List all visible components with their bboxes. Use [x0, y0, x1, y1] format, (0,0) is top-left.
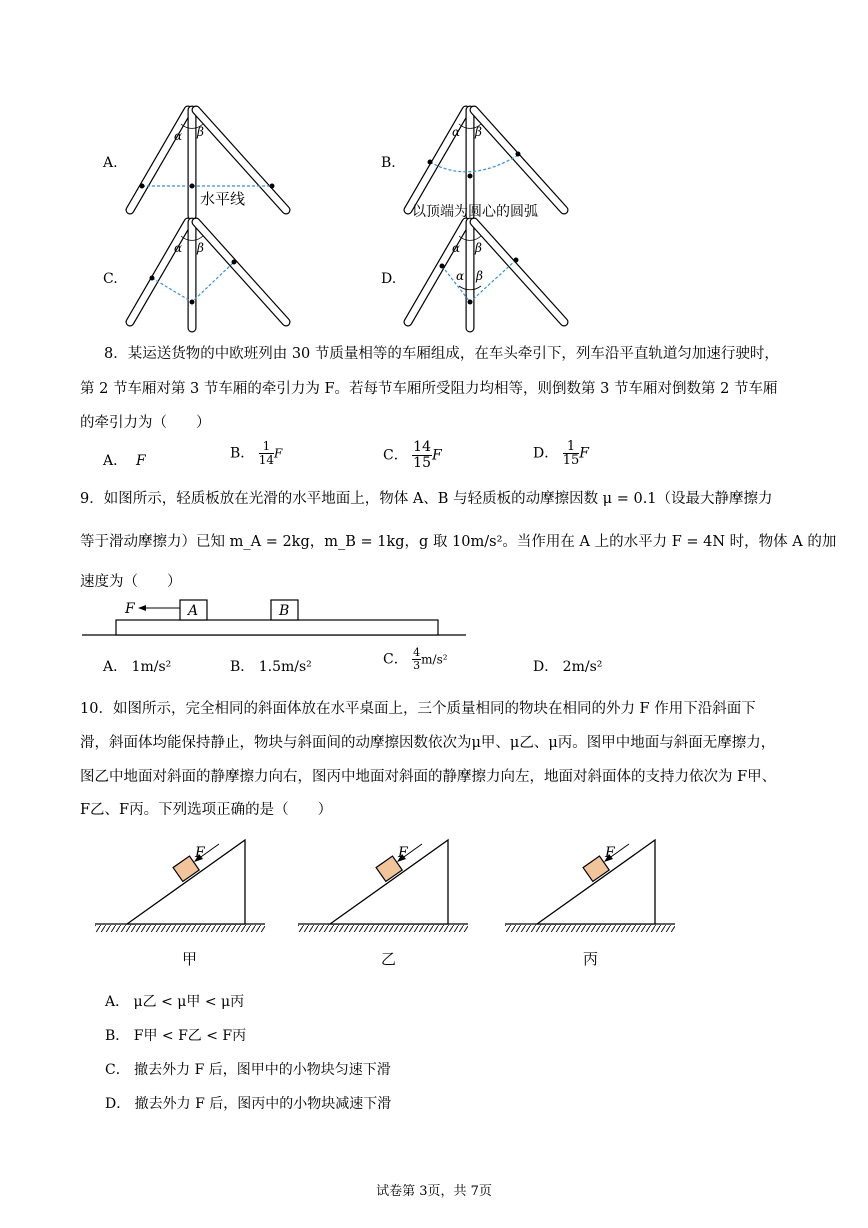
q10-option-c: C． 撤去外力 F 后，图甲中的小物块匀速下滑	[105, 1062, 391, 1078]
q8-option-a: A． F	[103, 453, 146, 469]
q8-option-d: D． $\frac{1}{15}$ F	[533, 439, 589, 468]
svg-text:α: α	[452, 125, 461, 139]
svg-text:α: α	[174, 241, 183, 255]
q9-option-b: B． 1.5m/s²	[230, 659, 312, 675]
q9-option-d: D． 2m/s²	[533, 659, 603, 675]
force-label: F	[125, 601, 135, 617]
q10-line1: 10．如图所示，完全相同的斜面体放在水平桌面上，三个质量相同的物块在相同的外力 F 作用下沿斜面下	[80, 701, 756, 717]
q7-option-c-letter: C.	[103, 271, 118, 287]
q10-option-b: B． F甲 < F乙 < F丙	[105, 1028, 247, 1044]
q10-line2: 滑，斜面体均能保持静止，物块与斜面间的动摩擦因数依次为μ甲、μ乙、μ丙。图甲中地面与斜面无摩擦力，	[80, 735, 776, 751]
q9-line3: 速度为（ ）	[80, 574, 182, 590]
block-a-label: A	[188, 603, 199, 619]
q10-line4: F乙、F丙。下列选项正确的是（ ）	[80, 802, 333, 818]
q7-figure-c	[130, 222, 286, 328]
q8-option-b: B． $\frac{1}{14}$ F	[230, 439, 283, 467]
q7-figures	[0, 0, 868, 340]
q10-figure-bing	[505, 840, 675, 932]
q10-option-d: D． 撤去外力 F 后，图丙中的小物块减速下滑	[105, 1096, 392, 1112]
q8-line3: 的牵引力为（ ）	[80, 415, 211, 431]
q10-figures	[0, 830, 868, 970]
svg-text:α: α	[456, 269, 465, 283]
board	[116, 620, 438, 635]
page-footer: 试卷第 3页，共 7页	[376, 1184, 492, 1199]
q9-line2: 等于滑动摩擦力）已知 m_A = 2kg，m_B = 1kg，g 取 10m/s²。当作用在 A 上的水平力 F = 4N 时，物体 A 的加	[80, 534, 837, 550]
q9-option-a: A． 1m/s²	[103, 659, 172, 675]
svg-text:β: β	[475, 125, 482, 139]
fig-label-jia: 甲	[182, 950, 198, 968]
q10-figure-jia	[95, 840, 265, 932]
block-b-label: B	[279, 603, 290, 619]
q7-figure-d	[408, 222, 564, 328]
q7-option-d-letter: D.	[381, 271, 397, 287]
svg-text:F: F	[398, 845, 408, 861]
q10-figure-yi	[298, 840, 468, 932]
svg-text:F: F	[605, 845, 615, 861]
q7-caption-b: 以顶端为圆心的圆弧	[412, 204, 538, 220]
fig-label-yi: 乙	[381, 950, 397, 968]
q7-caption-a: 水平线	[200, 190, 246, 208]
beta-label: β	[197, 125, 204, 139]
q9-option-c: C． $\frac{4}{3}$ m/s²	[383, 646, 448, 672]
alpha-label: α	[174, 129, 183, 143]
svg-text:β: β	[197, 241, 204, 255]
q9-figure	[80, 592, 480, 640]
q10-option-a: A． μ乙 < μ甲 < μ丙	[105, 994, 245, 1010]
q8-line1: 8．某运送货物的中欧班列由 30 节质量相等的车厢组成，在车头牵引下，列车沿平直轨道匀加速行驶时，	[104, 346, 779, 362]
q8-option-c: C． $\frac{14}{15}$ F	[383, 439, 442, 471]
q7-figure-b	[408, 110, 564, 216]
svg-text:F: F	[195, 845, 205, 861]
q7-option-b-letter: B.	[381, 155, 396, 171]
q7-option-a-letter: A.	[103, 155, 118, 171]
svg-text:α: α	[452, 241, 461, 255]
arrow-icon	[138, 605, 146, 611]
svg-text:β: β	[476, 269, 483, 283]
q10-line3: 图乙中地面对斜面的静摩擦力向右，图丙中地面对斜面的静摩擦力向左，地面对斜面体的支持力依次为 F甲、	[80, 769, 777, 785]
svg-text:β: β	[475, 241, 482, 255]
q8-line2: 第 2 节车厢对第 3 节车厢的牵引力为 F。若每节车厢所受阻力均相等，则倒数第 3 节车厢对倒数第 2 节车厢	[80, 381, 778, 397]
q9-line1: 9．如图所示，轻质板放在光滑的水平地面上，物体 A、B 与轻质板的动摩擦因数 μ = 0.1（设最大静摩擦力	[80, 491, 773, 507]
fig-label-bing: 丙	[583, 950, 599, 968]
